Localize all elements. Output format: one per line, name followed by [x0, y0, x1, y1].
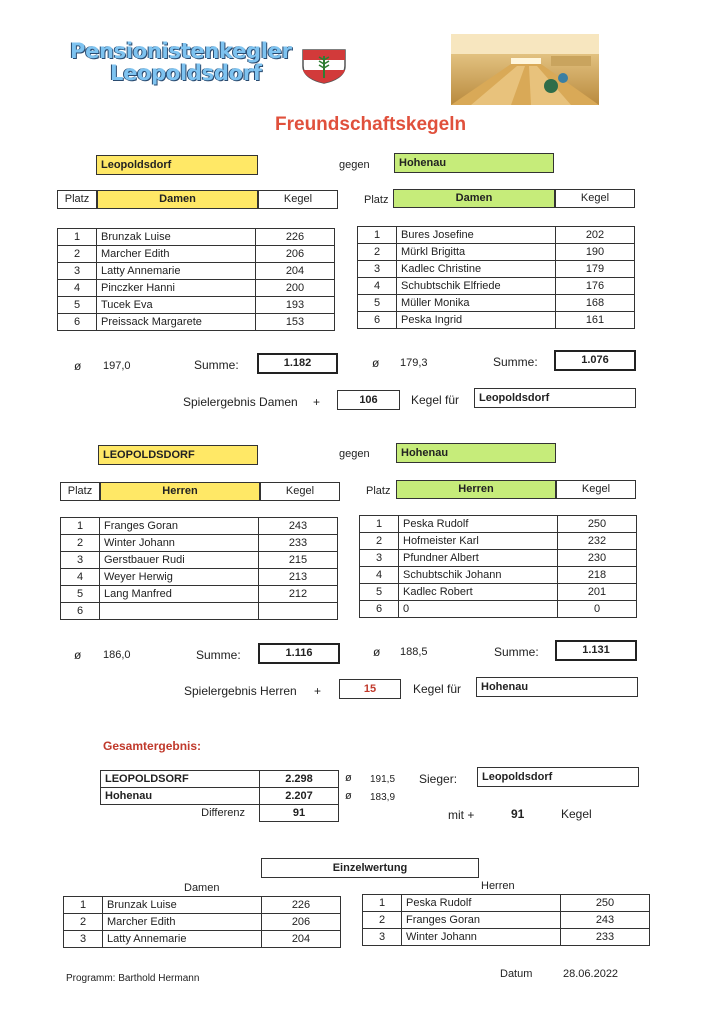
gesamt-team2-value: 2.207 [260, 788, 339, 805]
avg-symbol: ø [372, 356, 380, 370]
damen-result-label: Spielergebnis Damen [183, 395, 298, 409]
rank-cell: 2 [58, 246, 97, 263]
avg-symbol: ø [74, 648, 82, 662]
rank-cell: 5 [360, 584, 399, 601]
damen-result-value: 106 [337, 390, 400, 410]
table-row [358, 261, 635, 278]
summe-label: Summe: [196, 648, 241, 662]
kegel-cell: 226 [256, 229, 335, 246]
table-row [58, 246, 335, 263]
summe-label: Summe: [494, 645, 539, 659]
table-row [358, 244, 635, 261]
rank-cell: 1 [363, 895, 402, 912]
avg-symbol: ø [373, 645, 381, 659]
gesamt-team1-value: 2.298 [260, 771, 339, 788]
name-cell: Winter Johann [100, 535, 259, 552]
col-platz: Platz [57, 190, 97, 209]
table-row [101, 771, 339, 788]
rank-cell: 6 [61, 603, 100, 620]
name-cell: Mürkl Brigitta [397, 244, 556, 261]
table-row [360, 584, 637, 601]
damen-avg-left: 197,0 [103, 360, 131, 372]
herren-result-team: Hohenau [476, 677, 638, 697]
kegel-cell: 176 [556, 278, 635, 295]
kegel-cell: 193 [256, 297, 335, 314]
rank-cell: 2 [358, 244, 397, 261]
kegel-cell: 168 [556, 295, 635, 312]
gesamt-team2: Hohenau [101, 788, 260, 805]
damen-result-team: Leopoldsdorf [474, 388, 636, 408]
kegel-cell: 0 [558, 601, 637, 618]
kegel-cell: 233 [259, 535, 338, 552]
kegel-cell: 233 [561, 929, 650, 946]
damen-summe-left: 1.182 [257, 353, 338, 374]
differenz-label: Differenz [201, 807, 245, 820]
col-kegel: Kegel [260, 482, 340, 501]
name-cell: Brunzak Luise [103, 897, 262, 914]
col-kegel: Kegel [556, 480, 636, 499]
herren-result-label: Spielergebnis Herren [184, 684, 297, 698]
rank-cell: 1 [360, 516, 399, 533]
col-category: Damen [393, 189, 555, 208]
kegel-cell: 179 [556, 261, 635, 278]
kegel-fuer-label: Kegel für [413, 682, 462, 696]
table-row [61, 552, 338, 569]
gesamt-team1: LEOPOLDSORF [101, 771, 260, 788]
name-cell: Lang Manfred [100, 586, 259, 603]
club-name-line1: Pensionistenkegler [70, 39, 292, 63]
table-row [61, 535, 338, 552]
name-cell: Winter Johann [402, 929, 561, 946]
rank-cell: 6 [360, 601, 399, 618]
table-row [363, 912, 650, 929]
name-cell: Bures Josefine [397, 227, 556, 244]
rank-cell: 1 [58, 229, 97, 246]
damen-right-table [357, 226, 635, 329]
kegel-cell: 200 [256, 280, 335, 297]
kegel-cell: 204 [262, 931, 341, 948]
einzel-damen-label: Damen [184, 882, 220, 894]
name-cell: Latty Annemarie [97, 263, 256, 280]
kegel-cell: 204 [256, 263, 335, 280]
name-cell: Peska Ingrid [397, 312, 556, 329]
kegel-cell: 250 [558, 516, 637, 533]
kegel-cell: 215 [259, 552, 338, 569]
table-row [58, 314, 335, 331]
sieger-label: Sieger: [419, 772, 458, 786]
damen-right-col-platz: Platz [364, 194, 389, 206]
col-kegel: Kegel [258, 190, 338, 209]
table-row [360, 533, 637, 550]
name-cell: Peska Rudolf [402, 895, 561, 912]
herren-right-table [359, 515, 637, 618]
mit-label: mit + [448, 808, 475, 822]
herren-result-value: 15 [339, 679, 401, 699]
herren-summe-right: 1.131 [555, 640, 637, 661]
name-cell: Franges Goran [402, 912, 561, 929]
plus-sign: + [313, 395, 321, 409]
rank-cell: 2 [64, 914, 103, 931]
herren-right-header [396, 480, 636, 499]
name-cell: Tucek Eva [97, 297, 256, 314]
rank-cell: 4 [358, 278, 397, 295]
kegel-cell: 190 [556, 244, 635, 261]
kegel-cell: 206 [256, 246, 335, 263]
herren-team-left: LEOPOLDSDORF [98, 445, 258, 465]
rank-cell: 1 [61, 518, 100, 535]
gesamt-table [100, 770, 339, 822]
table-row [58, 263, 335, 280]
kegel-cell: 212 [259, 586, 338, 603]
kegel-fuer-label: Kegel für [411, 393, 460, 407]
rank-cell: 3 [363, 929, 402, 946]
differenz-value: 91 [260, 805, 339, 822]
gesamt-team2-avg: 183,9 [370, 792, 396, 803]
name-cell: Preissack Margarete [97, 314, 256, 331]
col-platz: Platz [60, 482, 100, 501]
datum-value: 28.06.2022 [563, 968, 619, 980]
coat-of-arms-icon [300, 48, 348, 84]
page-title: Freundschaftskegeln [275, 114, 467, 135]
herren-left-header [60, 482, 340, 501]
bowling-alley-photo [451, 34, 599, 105]
gesamt-label: Gesamtergebnis: [103, 739, 202, 753]
damen-left-header [57, 190, 338, 209]
table-row [360, 550, 637, 567]
herren-avg-left: 186,0 [103, 649, 131, 661]
name-cell: 0 [399, 601, 558, 618]
table-row [58, 297, 335, 314]
table-row [358, 295, 635, 312]
damen-gegen-label: gegen [339, 159, 370, 171]
programm-credit: Programm: Barthold Hermann [66, 973, 200, 984]
name-cell: Hofmeister Karl [399, 533, 558, 550]
rank-cell: 5 [358, 295, 397, 312]
kegel-cell: 201 [558, 584, 637, 601]
table-row [64, 914, 341, 931]
kegel-cell: 213 [259, 569, 338, 586]
mit-value: 91 [511, 807, 525, 821]
herren-team-right: Hohenau [396, 443, 556, 463]
avg-symbol: ø [345, 790, 352, 802]
rank-cell: 6 [58, 314, 97, 331]
col-category: Damen [97, 190, 258, 209]
table-row [101, 805, 339, 822]
name-cell: Schubtschik Johann [399, 567, 558, 584]
table-row [61, 518, 338, 535]
einzel-title: Einzelwertung [261, 858, 479, 878]
table-row [358, 312, 635, 329]
kegel-label: Kegel [561, 807, 592, 821]
rank-cell: 3 [61, 552, 100, 569]
damen-team-right: Hohenau [394, 153, 554, 173]
name-cell: Brunzak Luise [97, 229, 256, 246]
avg-symbol: ø [74, 359, 82, 373]
herren-right-col-platz: Platz [366, 485, 391, 497]
col-category: Herren [100, 482, 260, 501]
table-row [61, 586, 338, 603]
name-cell: Schubtschik Elfriede [397, 278, 556, 295]
name-cell: Marcher Edith [103, 914, 262, 931]
table-row [360, 601, 637, 618]
rank-cell: 6 [358, 312, 397, 329]
table-row [363, 929, 650, 946]
table-row [58, 280, 335, 297]
damen-right-header [393, 189, 635, 208]
summe-label: Summe: [493, 355, 538, 369]
table-row [58, 229, 335, 246]
name-cell: Pinczker Hanni [97, 280, 256, 297]
kegel-cell: 232 [558, 533, 637, 550]
sieger-team: Leopoldsdorf [477, 767, 639, 787]
damen-team-left: Leopoldsdorf [96, 155, 258, 175]
col-kegel: Kegel [555, 189, 635, 208]
kegel-cell: 226 [262, 897, 341, 914]
table-row [61, 603, 338, 620]
name-cell: Müller Monika [397, 295, 556, 312]
kegel-cell: 243 [259, 518, 338, 535]
name-cell: Gerstbauer Rudi [100, 552, 259, 569]
rank-cell: 2 [360, 533, 399, 550]
col-category: Herren [396, 480, 556, 499]
rank-cell: 2 [363, 912, 402, 929]
herren-summe-left: 1.116 [258, 643, 340, 664]
damen-avg-right: 179,3 [400, 357, 428, 369]
kegel-cell: 161 [556, 312, 635, 329]
damen-summe-right: 1.076 [554, 350, 636, 371]
rank-cell: 1 [64, 897, 103, 914]
summe-label: Summe: [194, 358, 239, 372]
einzel-damen-table [63, 896, 341, 948]
name-cell [100, 603, 259, 620]
einzel-herren-table [362, 894, 650, 946]
name-cell: Pfundner Albert [399, 550, 558, 567]
rank-cell: 4 [61, 569, 100, 586]
rank-cell: 1 [358, 227, 397, 244]
herren-avg-right: 188,5 [400, 646, 428, 658]
gesamt-team1-avg: 191,5 [370, 774, 396, 785]
table-row [360, 567, 637, 584]
table-row [61, 569, 338, 586]
plus-sign: + [314, 684, 322, 698]
table-row [363, 895, 650, 912]
name-cell: Peska Rudolf [399, 516, 558, 533]
kegel-cell: 202 [556, 227, 635, 244]
rank-cell: 4 [360, 567, 399, 584]
table-row [358, 278, 635, 295]
name-cell: Kadlec Robert [399, 584, 558, 601]
table-row [64, 931, 341, 948]
rank-cell: 3 [360, 550, 399, 567]
rank-cell: 2 [61, 535, 100, 552]
name-cell: Marcher Edith [97, 246, 256, 263]
name-cell: Kadlec Christine [397, 261, 556, 278]
table-row [358, 227, 635, 244]
avg-symbol: ø [345, 772, 352, 784]
rank-cell: 3 [58, 263, 97, 280]
rank-cell: 5 [61, 586, 100, 603]
rank-cell: 3 [358, 261, 397, 278]
name-cell: Latty Annemarie [103, 931, 262, 948]
damen-left-table [57, 228, 335, 331]
kegel-cell: 206 [262, 914, 341, 931]
table-row [64, 897, 341, 914]
kegel-cell: 153 [256, 314, 335, 331]
rank-cell: 3 [64, 931, 103, 948]
kegel-cell: 230 [558, 550, 637, 567]
kegel-cell: 218 [558, 567, 637, 584]
einzel-herren-label: Herren [481, 880, 515, 892]
kegel-cell [259, 603, 338, 620]
rank-cell: 4 [58, 280, 97, 297]
rank-cell: 5 [58, 297, 97, 314]
herren-left-table [60, 517, 338, 620]
table-row [101, 788, 339, 805]
datum-label: Datum [500, 968, 533, 980]
name-cell: Franges Goran [100, 518, 259, 535]
name-cell: Weyer Herwig [100, 569, 259, 586]
kegel-cell: 250 [561, 895, 650, 912]
herren-gegen-label: gegen [339, 448, 370, 460]
table-row [360, 516, 637, 533]
club-name-line2: Leopoldsdorf [110, 61, 262, 85]
kegel-cell: 243 [561, 912, 650, 929]
